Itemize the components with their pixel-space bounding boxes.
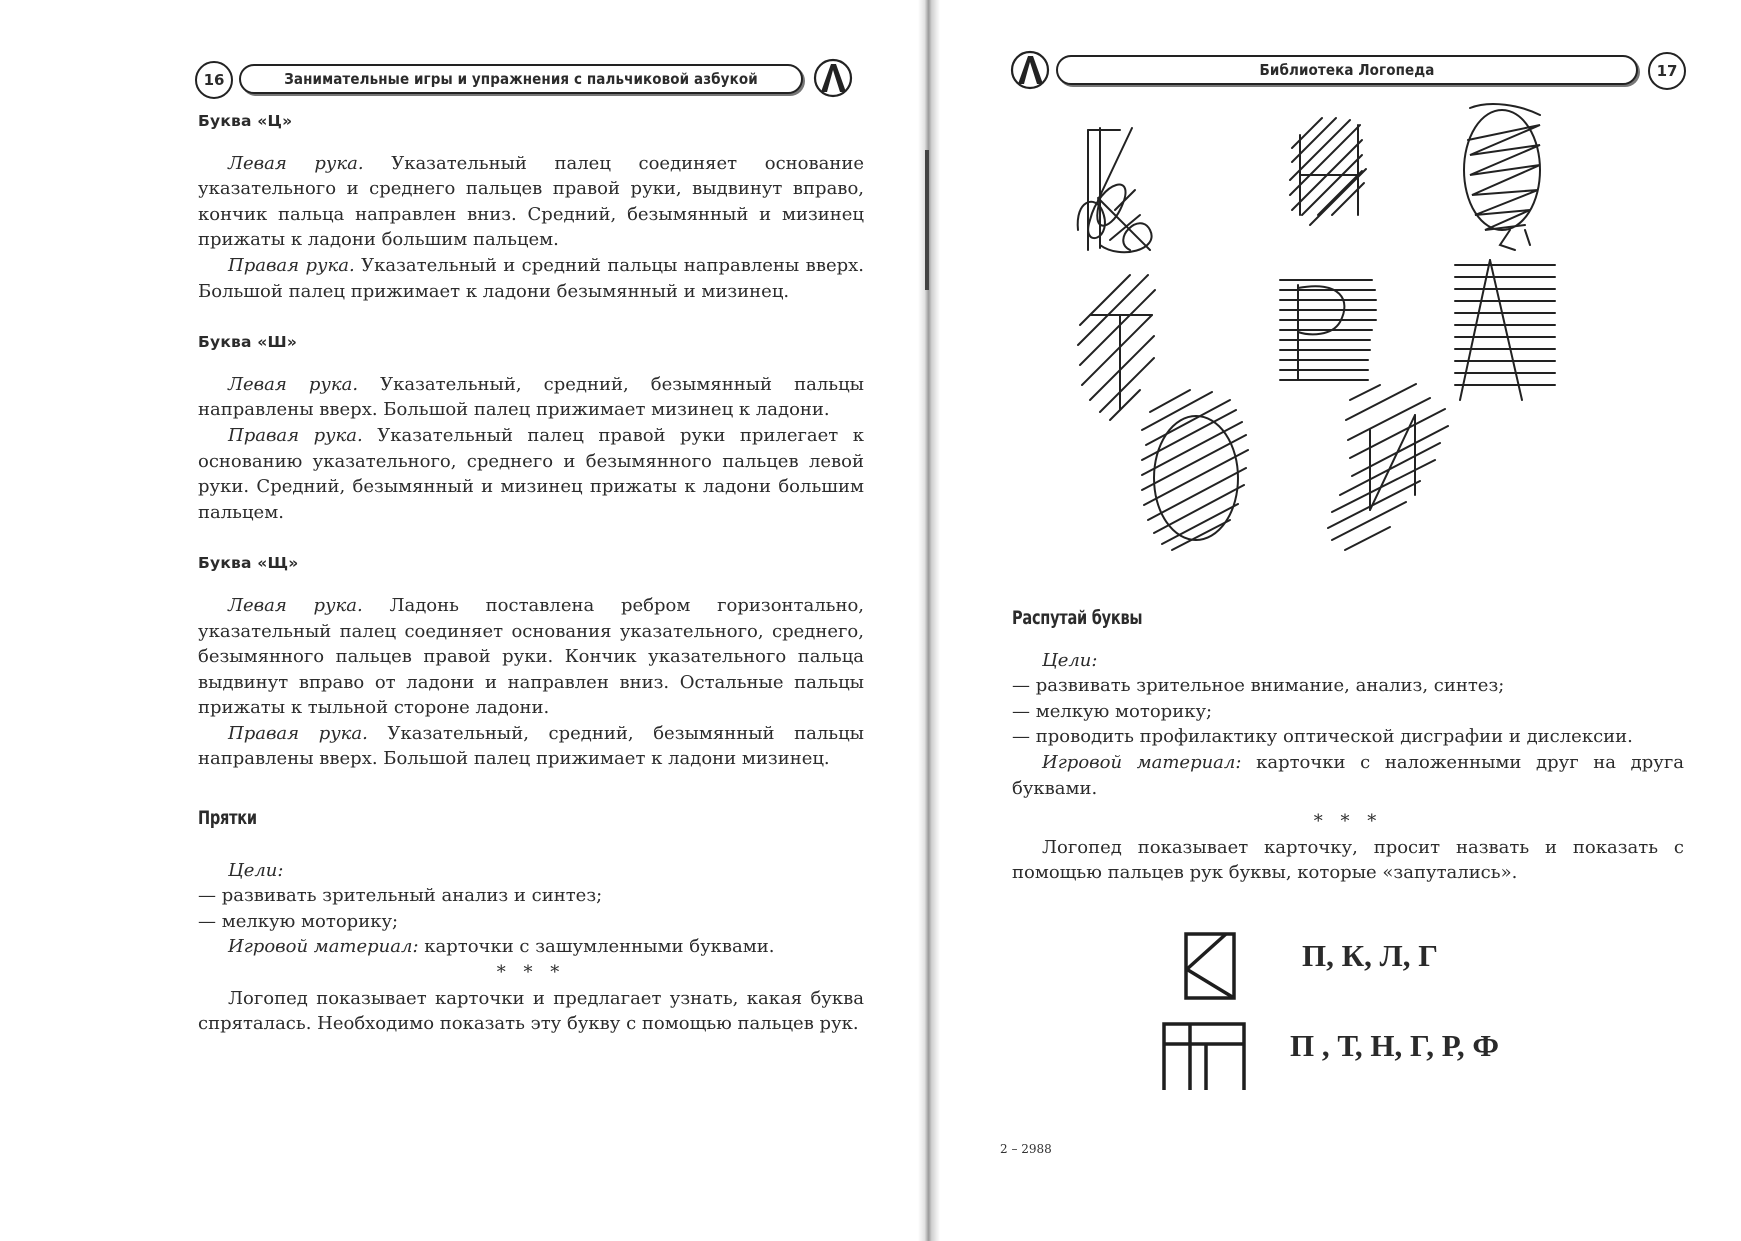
scribbled-e-icon (1464, 104, 1540, 250)
page-number-left: 16 (195, 61, 233, 99)
hatched-n-icon (1290, 118, 1366, 225)
page-number-right: 17 (1648, 52, 1686, 90)
heading-letter-shch: Буква «Щ» (198, 554, 299, 573)
hide-description: Логопед показывает карточки и предлагает узнать, какая буква спряталась. Необходимо показать эту букву с помощью пальцев рук. (198, 987, 864, 1035)
overlapped-letters-card-2-icon (1158, 1020, 1248, 1092)
header-title-right: Библиотека Логопеда (1056, 55, 1638, 85)
right-running-header (1010, 50, 1686, 96)
answer-letters-card-1: П, К, Л, Г (1302, 938, 1438, 973)
hide-material-text: карточки с зашумленными буквами. (418, 936, 775, 958)
sh-right-label: Правая рука. (228, 424, 363, 446)
hide-separator: * * * (496, 962, 566, 984)
untangle-goals-label: Цели: (1042, 649, 1098, 671)
header-title-left: Занимательные игры и упражнения с пальчиковой азбукой (239, 64, 803, 94)
publisher-logo-icon (1010, 50, 1050, 90)
sh-left-text: Указательный, средний, безымянный пальцы направлены вверх. Большой палец прижимает мизинец к ладони. (198, 373, 864, 421)
untangle-description: Логопед показывает карточку, просит назвать и показать с помощью пальцев рук буквы, которые «запутались». (1012, 836, 1684, 884)
sh-left-label: Левая рука. (228, 373, 359, 395)
untangle-goal-item: — проводить профилактику оптической дисграфии и дислексии. (1012, 726, 1633, 748)
untangle-goal-item: — мелкую моторику; (1012, 700, 1213, 722)
sh-right-hand (198, 423, 864, 525)
hide-material-label: Игровой материал: (228, 936, 419, 958)
ts-right-text: Указательный и средний пальцы направлены вверх. Большой палец прижимает к ладони безымянный и мизинец. (198, 254, 864, 302)
sh-right-text: Указательный палец правой руки прилегает к основанию указательного, среднего и безымянного пальцев левой руки. Средний, безымянный и мизинец прижаты к ладони большим пальцем. (198, 424, 864, 523)
ts-left-text: Указательный палец соединяет основание указательного и среднего пальцев правой руки, выдвинут вправо, кончик пальца направлен вниз. Средний, безымянный и мизинец прижаты к ладони большим пальцем. (198, 152, 864, 251)
untangle-separator: * * * (1313, 811, 1383, 833)
hatched-o-icon (1142, 390, 1248, 550)
untangle-material-text: карточки с наложенными друг на друга буквами. (1012, 751, 1685, 799)
hidden-letters-figure (1070, 100, 1570, 580)
overlapped-letters-card-1-icon (1180, 930, 1240, 1000)
ts-right-label: Правая рука. (228, 254, 355, 276)
heading-letter-ts: Буква «Ц» (198, 112, 293, 130)
ts-right-hand (198, 253, 864, 304)
untangle-material-label: Игровой материал: (1042, 751, 1242, 773)
shch-right-text: Указательный, средний, безымянный пальцы направлены вверх. Большой палец прижимает к ладони мизинец. (198, 722, 864, 770)
hide-goal-item: — развивать зрительный анализ и синтез; (198, 885, 603, 907)
printer-signature: 2 – 2988 (1000, 1142, 1052, 1156)
section-title-untangle-letters: Распутай буквы (1012, 607, 1143, 629)
shch-left-hand (198, 593, 864, 721)
hide-material (198, 934, 864, 960)
hide-goals-label: Цели: (228, 859, 284, 881)
hatched-t-icon (1078, 275, 1155, 420)
untangle-goal-item: — развивать зрительное внимание, анализ, синтез; (1012, 675, 1505, 697)
scribbled-k-icon (1078, 128, 1152, 252)
hatched-r-icon (1280, 280, 1376, 380)
shch-left-label: Левая рука. (228, 594, 363, 616)
sh-left-hand (198, 372, 864, 423)
right-body (1012, 606, 1684, 886)
hatched-a-icon (1455, 260, 1555, 400)
hatched-i-icon (1328, 384, 1448, 550)
heading-letter-sh: Буква «Ш» (198, 333, 298, 352)
shch-left-text: Ладонь поставлена ребром горизонтально, указательный палец соединяет основания указательного, среднего, безымянного пальцев правой руки. Кончик указательного пальца выдвинут вправо от ладони и направлен вниз. Остальные пальцы прижаты к тыльной стороне ладони. (198, 594, 865, 719)
untangle-material (1012, 750, 1684, 801)
shch-right-label: Правая рука. (228, 722, 368, 744)
section-title-hide-and-seek: Прятки (198, 807, 257, 830)
shch-right-hand (198, 721, 864, 772)
answer-letters-card-2: П , Т, Н, Г, Р, Ф (1290, 1028, 1499, 1063)
hide-goal-item: — мелкую моторику; (198, 910, 399, 932)
ts-left-hand (198, 151, 864, 253)
ts-left-label: Левая рука. (228, 152, 364, 174)
publisher-logo-icon (813, 58, 853, 98)
left-running-header (195, 58, 855, 104)
left-body (198, 109, 864, 1037)
